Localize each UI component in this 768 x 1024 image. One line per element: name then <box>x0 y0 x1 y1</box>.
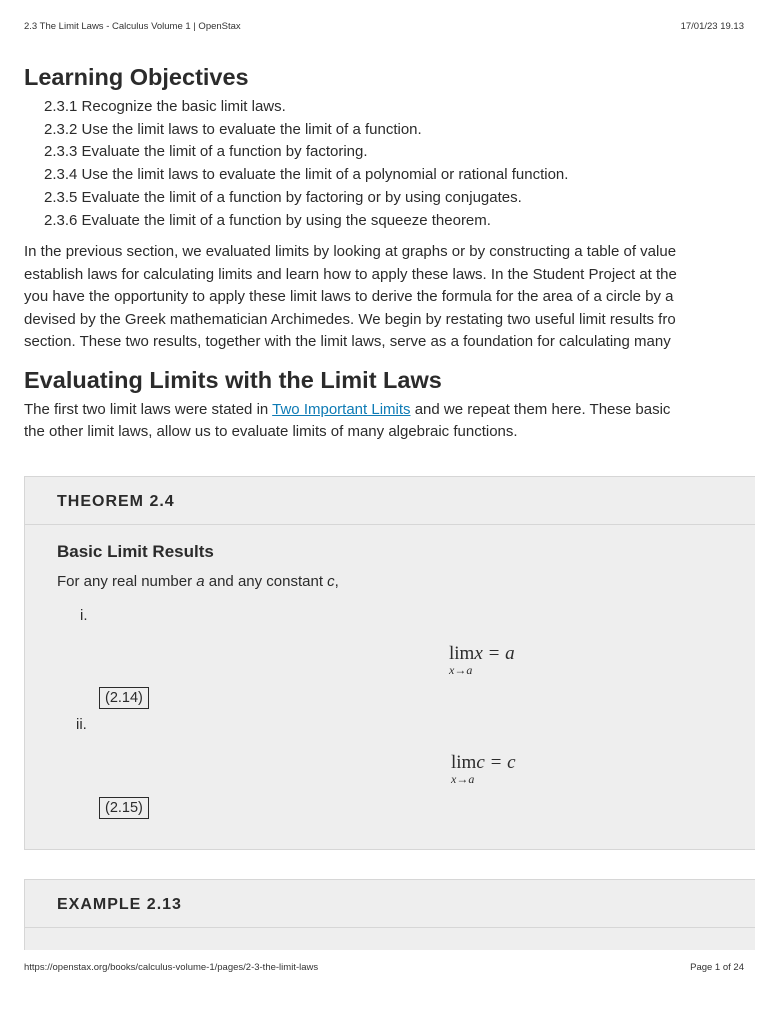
objective-item: 2.3.1 Recognize the basic limit laws. <box>44 98 286 115</box>
theorem-intro-text: For any real number a and any constant c, <box>57 573 339 590</box>
intro-line: devised by the Greek mathematician Archimedes. We begin by restating two useful limit results fro <box>24 310 676 328</box>
equation-body: x = a <box>474 643 515 664</box>
theorem-item-label: ii. <box>76 716 87 733</box>
section-line <box>24 399 768 422</box>
theorem-title: Basic Limit Results <box>57 542 214 561</box>
section-heading: Evaluating Limits with the Limit Laws <box>24 366 442 393</box>
equation-body: c = c <box>476 752 516 773</box>
example-box <box>24 879 755 950</box>
two-important-limits-link[interactable]: Two Important Limits <box>272 400 411 418</box>
page-header-title: 2.3 The Limit Laws - Calculus Volume 1 | OpenStax <box>24 21 241 32</box>
intro-line: you have the opportunity to apply these limit laws to derive the formula for the area of a circle by a <box>24 288 674 306</box>
objective-item: 2.3.6 Evaluate the limit of a function by using the squeeze theorem. <box>44 211 491 229</box>
limit-equation <box>451 752 516 786</box>
document-content <box>24 60 768 950</box>
limit-subscript: x→a <box>449 663 473 677</box>
equation-number: (2.15) <box>99 797 149 819</box>
objective-item: 2.3.5 Evaluate the limit of a function by factoring or by using conjugates. <box>44 188 522 206</box>
theorem-box <box>24 476 755 850</box>
objective-item: 2.3.4 Use the limit laws to evaluate the limit of a polynomial or rational function. <box>44 166 569 184</box>
intro-line: establish laws for calculating limits and learn how to apply these laws. In the Student Project at the <box>24 265 677 283</box>
example-label: EXAMPLE 2.13 <box>57 896 182 913</box>
section-text-after-link: and we repeat them here. These basic <box>410 400 671 418</box>
objective-item: 2.3.2 Use the limit laws to evaluate the limit of a function. <box>44 120 422 138</box>
learning-objectives-heading: Learning Objectives <box>24 64 249 90</box>
equation-number: (2.14) <box>99 687 149 709</box>
example-divider <box>25 927 755 928</box>
lim-operator: lim <box>451 752 477 773</box>
page-footer-url: https://openstax.org/books/calculus-volume-1/pages/2-3-the-limit-laws <box>24 962 319 973</box>
theorem-item-label: i. <box>80 607 88 624</box>
limit-subscript: x→a <box>451 772 475 786</box>
theorem-label: THEOREM 2.4 <box>57 493 175 510</box>
page-header-datetime: 17/01/23 19.13 <box>680 21 744 32</box>
limit-equation <box>449 643 515 677</box>
intro-paragraph <box>24 241 768 354</box>
learning-objectives-list <box>44 96 768 232</box>
theorem-divider <box>25 524 755 525</box>
intro-line: In the previous section, we evaluated limits by looking at graphs or by constructing a table of value <box>24 243 677 261</box>
lim-operator: lim <box>449 643 475 664</box>
section-text-before-link: The first two limit laws were stated in <box>24 400 273 418</box>
objective-item: 2.3.3 Evaluate the limit of a function by factoring. <box>44 143 368 161</box>
intro-line: section. These two results, together with the limit laws, serve as a foundation for calculating many <box>24 333 671 351</box>
section-line: the other limit laws, allow us to evaluate limits of many algebraic functions. <box>24 423 518 441</box>
page-footer-page-number: Page 1 of 24 <box>690 962 744 973</box>
section-paragraph <box>24 399 768 444</box>
